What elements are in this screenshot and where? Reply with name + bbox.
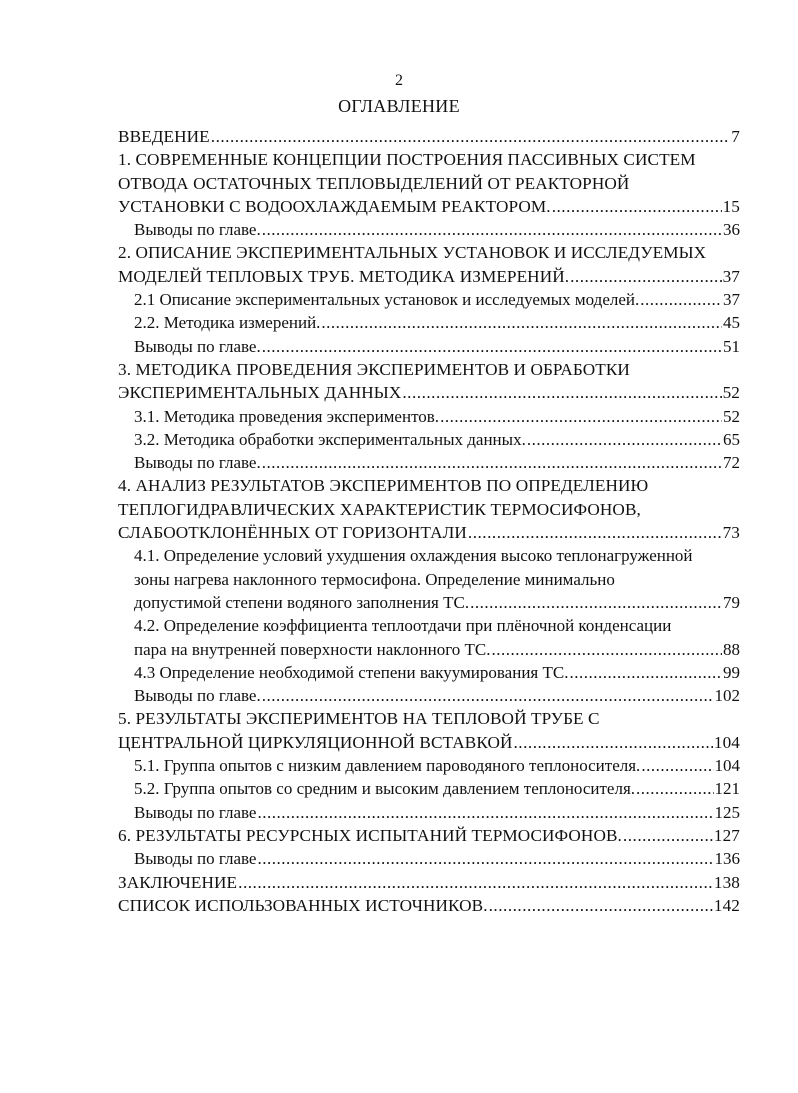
- toc-page-number: 15: [722, 196, 740, 216]
- toc-page-number: 136: [714, 849, 740, 869]
- toc-entry-text: 2.2. Методика измерений.: [134, 313, 321, 333]
- toc-entry: [118, 707, 740, 754]
- toc-entry-text: Выводы по главе: [134, 802, 257, 822]
- toc-entry: [118, 311, 740, 334]
- toc-page-number: 88: [723, 639, 740, 659]
- dot-leader: [402, 381, 721, 404]
- toc-entry: [118, 824, 740, 847]
- dot-leader: [623, 824, 713, 847]
- toc-page-number: 104: [713, 732, 740, 752]
- toc-entry-text: 2.1 Описание экспериментальных установок и исследуемых моделей.: [134, 290, 640, 310]
- toc-entry: [118, 777, 740, 800]
- toc-line: [118, 381, 740, 404]
- toc-line: [118, 335, 740, 358]
- toc-line: [118, 358, 740, 381]
- dot-leader: [570, 265, 721, 288]
- toc-line: [118, 777, 740, 800]
- toc-entry-text: 3.2. Методика обработки экспериментальных данных.: [134, 429, 526, 449]
- toc-entry-text: ЭКСПЕРИМЕНТАЛЬНЫХ ДАННЫХ: [118, 383, 402, 403]
- toc-line: [118, 288, 740, 311]
- toc-line: [118, 405, 740, 428]
- toc-page-number: 138: [713, 872, 740, 892]
- toc-page-number: 121: [714, 779, 740, 799]
- toc-line: [118, 871, 740, 894]
- toc-entry-text: Выводы по главе.: [134, 336, 261, 356]
- toc-entry: [118, 801, 740, 824]
- toc-entry-text: 4. АНАЛИЗ РЕЗУЛЬТАТОВ ЭКСПЕРИМЕНТОВ ПО ОПРЕДЕЛЕНИЮ: [118, 476, 649, 496]
- dot-leader: [257, 847, 713, 870]
- toc-entry-text: УСТАНОВКИ С ВОДООХЛАЖДАЕМЫМ РЕАКТОРОМ.: [118, 196, 551, 216]
- toc-entry-text: СЛАБООТКЛОНЁННЫХ ОТ ГОРИЗОНТАЛИ: [118, 523, 467, 543]
- toc-line: [118, 241, 740, 264]
- dot-leader: [470, 591, 722, 614]
- toc-entry: [118, 218, 740, 241]
- toc-entry-text: 5.2. Группа опытов со средним и высоким давлением теплоносителя.: [134, 779, 636, 799]
- toc-entry-text: зоны нагрева наклонного термосифона. Определение минимально: [134, 569, 615, 589]
- toc-line: [118, 801, 740, 824]
- toc-entry-text: ВВЕДЕНИЕ: [118, 127, 210, 146]
- toc-line: [118, 451, 740, 474]
- toc-entry: [118, 847, 740, 870]
- toc-line: [118, 894, 740, 917]
- toc-entry-text: СПИСОК ИСПОЛЬЗОВАННЫХ ИСТОЧНИКОВ.: [118, 895, 488, 915]
- toc-page-number: 36: [723, 220, 740, 240]
- toc-line: [118, 195, 740, 218]
- dot-leader: [262, 218, 722, 241]
- toc-entry-text: Выводы по главе: [134, 849, 257, 869]
- toc-entry: [118, 125, 740, 148]
- toc-line: [118, 544, 740, 567]
- toc-line: [118, 311, 740, 334]
- toc-entry: [118, 474, 740, 544]
- toc-entry: [118, 451, 740, 474]
- dot-leader: [238, 871, 713, 894]
- toc-entry: [118, 148, 740, 218]
- toc-page-number: 102: [714, 686, 740, 706]
- toc-entry-text: ОТВОДА ОСТАТОЧНЫХ ТЕПЛОВЫДЕЛЕНИЙ ОТ РЕАКТОРНОЙ: [118, 173, 630, 193]
- dot-leader: [527, 428, 722, 451]
- toc-entry: [118, 614, 740, 661]
- toc-page-number: 79: [723, 592, 740, 612]
- toc-page-number: 45: [723, 313, 740, 333]
- toc-entry-text: 6. РЕЗУЛЬТАТЫ РЕСУРСНЫХ ИСПЫТАНИЙ ТЕРМОСИФОНОВ.: [118, 825, 622, 845]
- toc-entry-text: Выводы по главе.: [134, 686, 261, 706]
- toc-entry-text: Выводы по главе.: [134, 220, 261, 240]
- toc-entry-text: 5. РЕЗУЛЬТАТЫ ЭКСПЕРИМЕНТОВ НА ТЕПЛОВОЙ ТРУБЕ С: [118, 709, 600, 729]
- toc-page-number: 127: [713, 825, 740, 845]
- toc-entry: [118, 544, 740, 614]
- toc-line: [118, 824, 740, 847]
- toc-line: [118, 684, 740, 707]
- toc-page-number: 37: [722, 266, 740, 286]
- toc-entry-text: 2. ОПИСАНИЕ ЭКСПЕРИМЕНТАЛЬНЫХ УСТАНОВОК И ИССЛЕДУЕМЫХ: [118, 243, 707, 263]
- toc-line: [118, 428, 740, 451]
- toc-page-number: 37: [723, 290, 740, 310]
- toc-line: [118, 498, 740, 521]
- toc-line: [118, 661, 740, 684]
- toc-entry: [118, 684, 740, 707]
- toc-entry-text: допустимой степени водяного заполнения ТС.: [134, 592, 470, 612]
- toc-entry-text: 1. СОВРЕМЕННЫЕ КОНЦЕПЦИИ ПОСТРОЕНИЯ ПАССИВНЫХ СИСТЕМ: [118, 150, 696, 170]
- toc-page-number: 65: [723, 429, 740, 449]
- toc-line: [118, 148, 740, 171]
- dot-leader: [492, 638, 723, 661]
- dot-leader: [262, 335, 722, 358]
- toc-entry-text: МОДЕЛЕЙ ТЕПЛОВЫХ ТРУБ. МЕТОДИКА ИЗМЕРЕНИЙ.: [118, 266, 570, 286]
- toc-entry-text: 4.3 Определение необходимой степени вакуумирования ТС.: [134, 662, 569, 682]
- toc-entry: [118, 241, 740, 288]
- toc-entry-text: 4.1. Определение условий ухудшения охлаждения высоко теплонагруженной: [134, 546, 693, 566]
- toc-entry-text: 5.1. Группа опытов с низким давлением пароводяного теплоносителя.: [134, 756, 641, 776]
- toc-line: [118, 754, 740, 777]
- toc-page-number: 142: [713, 895, 740, 915]
- toc-line: [118, 568, 740, 591]
- toc-entry-text: пара на внутренней поверхности наклонного ТС.: [134, 639, 491, 659]
- toc-line: [118, 638, 740, 661]
- toc-page-number: 99: [723, 662, 740, 682]
- toc-entry-text: 3. МЕТОДИКА ПРОВЕДЕНИЯ ЭКСПЕРИМЕНТОВ И ОБРАБОТКИ: [118, 359, 630, 379]
- toc-line: [118, 731, 740, 754]
- toc-page-number: 73: [722, 523, 740, 543]
- toc-entry: [118, 894, 740, 917]
- toc-line: [118, 172, 740, 195]
- dot-leader: [489, 894, 713, 917]
- toc-entry-text: 4.2. Определение коэффициента теплоотдачи при плёночной конденсации: [134, 616, 672, 636]
- dot-leader: [514, 731, 713, 754]
- dot-leader: [468, 521, 722, 544]
- toc-page-number: 52: [723, 406, 740, 426]
- dot-leader: [440, 405, 722, 428]
- toc-entry: [118, 661, 740, 684]
- dot-leader: [552, 195, 722, 218]
- toc-line: [118, 265, 740, 288]
- toc-entry: [118, 358, 740, 405]
- table-of-contents: [118, 125, 740, 917]
- toc-page-number: 72: [723, 453, 740, 473]
- toc-line: [118, 521, 740, 544]
- toc-entry-text: 3.1. Методика проведения экспериментов.: [134, 406, 440, 426]
- toc-line: [118, 707, 740, 730]
- toc-entry: [118, 405, 740, 428]
- toc-line: [118, 614, 740, 637]
- page-number: 2: [395, 72, 403, 89]
- toc-line: [118, 218, 740, 241]
- toc-entry-text: ТЕПЛОГИДРАВЛИЧЕСКИХ ХАРАКТЕРИСТИК ТЕРМОСИФОНОВ,: [118, 499, 641, 519]
- toc-entry: [118, 335, 740, 358]
- dot-leader: [569, 661, 722, 684]
- dot-leader: [262, 684, 714, 707]
- toc-entry-text: ЗАКЛЮЧЕНИЕ: [118, 872, 238, 892]
- toc-page-number: 125: [714, 802, 740, 822]
- toc-page-number: 52: [722, 383, 740, 403]
- toc-page-number: 51: [723, 336, 740, 356]
- toc-entry: [118, 288, 740, 311]
- toc-entry: [118, 428, 740, 451]
- dot-leader: [636, 777, 713, 800]
- toc-page-number: 7: [731, 127, 740, 146]
- toc-line: [118, 591, 740, 614]
- dot-leader: [640, 288, 722, 311]
- toc-title: ОГЛАВЛЕНИЕ: [338, 96, 460, 116]
- dot-leader: [211, 125, 731, 148]
- toc-line: [118, 847, 740, 870]
- toc-page-number: 104: [714, 756, 740, 776]
- dot-leader: [257, 801, 713, 824]
- dot-leader: [262, 451, 722, 474]
- toc-line: [118, 474, 740, 497]
- toc-entry-text: ЦЕНТРАЛЬНОЙ ЦИРКУЛЯЦИОННОЙ ВСТАВКОЙ: [118, 732, 513, 752]
- toc-entry: [118, 754, 740, 777]
- toc-line: [118, 125, 740, 148]
- dot-leader: [321, 311, 722, 334]
- toc-entry-text: Выводы по главе.: [134, 453, 261, 473]
- dot-leader: [641, 754, 713, 777]
- toc-entry: [118, 871, 740, 894]
